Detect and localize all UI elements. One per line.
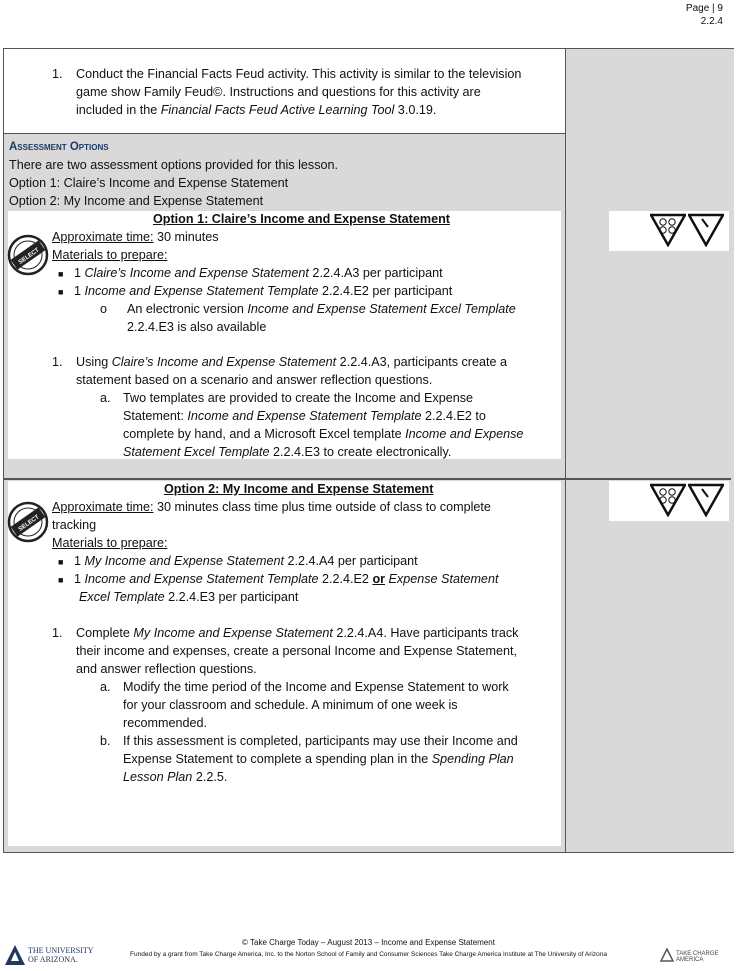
calculator-badge-icon bbox=[650, 483, 686, 522]
option2-b-line3: Lesson Plan 2.2.5. bbox=[123, 770, 228, 784]
intro-line1: Conduct the Financial Facts Feud activity. This activity is similar to the television bbox=[76, 67, 522, 81]
option2-a-line2: for your classroom and schedule. A minimum of one week is bbox=[123, 698, 458, 712]
row-divider bbox=[4, 133, 565, 134]
select-a-strategy-stamp-icon bbox=[6, 233, 50, 282]
select-a-strategy-stamp-icon bbox=[6, 500, 50, 549]
option2-a-line3: recommended. bbox=[123, 716, 207, 730]
option2-time-line2: tracking bbox=[52, 518, 97, 532]
option1-material2: ■ 1 Income and Expense Statement Template 2.2.4.E2 per participant bbox=[58, 284, 453, 298]
option1-a-line3: complete by hand, and a Microsoft Excel template Income and Expense bbox=[123, 427, 524, 441]
option2-material2: ■ 1 Income and Expense Statement Template 2.2.4.E2 or Expense Statement bbox=[58, 572, 499, 586]
option1-time: Approximate time: 30 minutes bbox=[52, 230, 219, 244]
footer-funding: Funded by a grant from Take Charge America, Inc. to the Norton School of Family and Consumer Sciences Take Charge America Institute at The University of Arizona bbox=[130, 951, 607, 958]
option2-time: Approximate time: 30 minutes class time plus time outside of class to complete bbox=[52, 500, 491, 514]
right-column-shade bbox=[566, 49, 734, 852]
option2-step-number: 1. bbox=[52, 626, 63, 640]
option1-a-line4: Statement Excel Template 2.2.4.E3 to create electronically. bbox=[123, 445, 452, 459]
take-charge-america-logo bbox=[660, 948, 674, 967]
page-header bbox=[686, 2, 723, 28]
option2-b-label: b. bbox=[100, 734, 111, 748]
page-number: Page | 9 bbox=[685, 3, 723, 14]
assessment-line1: There are two assessment options provided for this lesson. bbox=[9, 158, 338, 172]
option2-material1: ■ 1 My Income and Expense Statement 2.2.4.A4 per participant bbox=[58, 554, 418, 568]
option2-materials-label: Materials to prepare: bbox=[52, 536, 168, 550]
option1-a-line2: Statement: Income and Expense Statement Template 2.2.4.E2 to bbox=[123, 409, 486, 423]
option1-material1: ■ 1 Claire’s Income and Expense Statement 2.2.4.A3 per participant bbox=[58, 266, 443, 280]
calculator-badge-icon bbox=[650, 213, 686, 252]
section-number: 2.2.4 bbox=[700, 16, 723, 27]
option1-step-number: 1. bbox=[52, 355, 63, 369]
option2-step-line1: Complete My Income and Expense Statement 2.2.4.A4. Have participants track bbox=[76, 626, 519, 640]
column-divider bbox=[565, 49, 566, 852]
intro-line2: game show Family Feud©. Instructions and questions for this activity are bbox=[76, 85, 481, 99]
option1-sub-line2: 2.2.4.E3 is also available bbox=[127, 320, 267, 334]
option1-step-line2: statement based on a scenario and answer reflection questions. bbox=[76, 373, 433, 387]
pencil-badge-icon bbox=[688, 483, 724, 522]
option2-material2-line2: Excel Template 2.2.4.E3 per participant bbox=[79, 590, 299, 604]
intro-item-number: 1. bbox=[52, 67, 63, 81]
pencil-badge-icon bbox=[688, 213, 724, 252]
intro-line3: included in the Financial Facts Feud Active Learning Tool 3.0.19. bbox=[76, 103, 437, 117]
option2-step-line3: and answer reflection questions. bbox=[76, 662, 257, 676]
footer-copyright: © Take Charge Today – August 2013 – Income and Expense Statement bbox=[242, 938, 495, 947]
option2-title: Option 2: My Income and Expense Statement bbox=[164, 482, 434, 496]
assessment-line2: Option 1: Claire’s Income and Expense Statement bbox=[9, 176, 289, 190]
option2-b-line2: Expense Statement to complete a spending plan in the Spending Plan bbox=[123, 752, 514, 766]
assessment-heading: Assessment Options bbox=[9, 141, 109, 153]
take-charge-america-name: TAKE CHARGE AMERICA bbox=[676, 951, 719, 963]
option1-sub-bullet: o bbox=[100, 302, 108, 316]
university-name: THE UNIVERSITY OF ARIZONA. bbox=[28, 946, 94, 964]
option2-a-line1: Modify the time period of the Income and Expense Statement to work bbox=[123, 680, 509, 694]
option1-title: Option 1: Claire’s Income and Expense Statement bbox=[153, 212, 450, 226]
option2-step-line2: their income and expenses, create a personal Income and Expense Statement, bbox=[76, 644, 518, 658]
svg-text:SELECT: SELECT bbox=[17, 514, 41, 533]
option-divider bbox=[4, 478, 731, 480]
option1-materials-label: Materials to prepare: bbox=[52, 248, 168, 262]
assessment-line3: Option 2: My Income and Expense Statement bbox=[9, 194, 264, 208]
svg-text:SELECT: SELECT bbox=[17, 247, 41, 266]
university-logo bbox=[4, 944, 26, 971]
option1-sub-line1: An electronic version Income and Expense Statement Excel Template bbox=[127, 302, 516, 316]
option1-a-line1: Two templates are provided to create the Income and Expense bbox=[123, 391, 474, 405]
option2-b-line1: If this assessment is completed, participants may use their Income and bbox=[123, 734, 518, 748]
option2-a-label: a. bbox=[100, 680, 111, 694]
option1-step-line1: Using Claire’s Income and Expense Statement 2.2.4.A3, participants create a bbox=[76, 355, 508, 369]
option1-a-label: a. bbox=[100, 391, 111, 405]
